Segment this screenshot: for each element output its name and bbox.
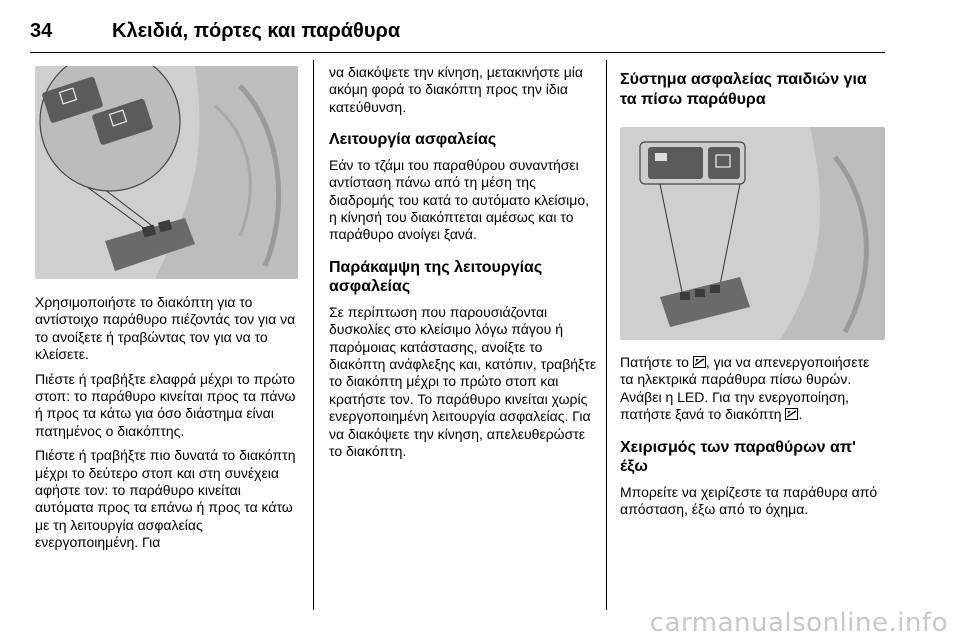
column-middle: [329, 64, 597, 467]
text-run: Πατήστε το: [620, 354, 693, 370]
column-left: [35, 66, 298, 559]
paragraph: Χρησιμοποιήστε το διακόπτη για το αντίστοιχο παράθυρο πιέζοντάς τον για να το ανοίξετε ή τραβώντας τον για να το κλείσετε.: [35, 294, 296, 363]
paragraph: Μπορείτε να χειρίζεστε τα παράθυρα από απόσταση, έξω από το όχημα.: [620, 483, 878, 518]
paragraph: Πιέστε ή τραβήξτε πιο δυνατά το διακόπτη μέχρι το δεύτερο στοπ και στη συνέχεια αφήστε τον: το παράθυρο κινείται αυτόματα προς τα επάνω ή προς τα κάτω με τη λειτουργία ασφαλείας ενεργοποιημένη. Για: [35, 447, 296, 551]
paragraph: Εάν το τζάμι του παραθύρου συναντήσει αντίσταση πάνω από τη μέση της διαδρομής του κατά το αυτόματο κλείσιμο, η κίνησή του διακόπτεται αμέσως και το παράθυρο ανοίγει ξανά.: [329, 156, 590, 243]
section-heading: Χειρισμός των παραθύρων απ' έξω: [620, 438, 856, 476]
column-right: [620, 70, 885, 525]
child-lock-window-icon: [693, 356, 706, 368]
child-lock-switch-illustration: [620, 127, 885, 340]
paragraph: να διακόψετε την κίνηση, μετακινήστε μία ακόμη φορά το διακόπτη προς την ίδια κατεύθυνση.: [329, 64, 583, 115]
section-heading: Παράκαμψη της λειτουργίας ασφαλείας: [329, 258, 543, 296]
paragraph: [620, 354, 885, 424]
page-title: Κλειδιά, πόρτες και παράθυρα: [112, 20, 401, 42]
page-number: 34: [30, 20, 53, 42]
text-run: , για να απενεργοποιήσετε τα ηλεκτρικά παράθυρα πίσω θυρών. Ανάβει η LED. Για την ενεργοποίηση, πατήστε ξανά το διακόπτη: [620, 354, 870, 423]
section-heading: Σύστημα ασφαλείας παιδιών για τα πίσω παράθυρα: [620, 71, 867, 108]
paragraph: Σε περίπτωση που παρουσιάζονται δυσκολίες στο κλείσιμο λόγω πάγου ή παρόμοιας κατάστασης, ανοίξτε το διακόπτη ανάφλεξης και, κατόπιν, τραβήξτε το διακόπτη μέχρι το πρώτο στοπ και κρατήστε τον. Το παράθυρο κινείται χωρίς ενεργοποιημένη λειτουργία ασφαλείας. Για να διακόψετε την κίνηση, απελευθερώστε το διακόπτη.: [329, 303, 597, 459]
page-header: [30, 18, 885, 53]
child-lock-window-icon: [785, 408, 798, 420]
column-divider: [313, 60, 314, 610]
column-divider: [606, 60, 607, 610]
text-run: .: [798, 406, 803, 423]
section-heading: Λειτουργία ασφαλείας: [329, 131, 497, 149]
door-window-switch-illustration: [35, 66, 298, 279]
watermark: carmanualsonline.info: [649, 608, 948, 638]
paragraph: Πιέστε ή τραβήξτε ελαφρά μέχρι το πρώτο στοπ: το παράθυρο κινείται προς τα πάνω ή προς τα κάτω για όσο διάστημα είναι πατημένος ο διακόπτης.: [35, 370, 296, 439]
